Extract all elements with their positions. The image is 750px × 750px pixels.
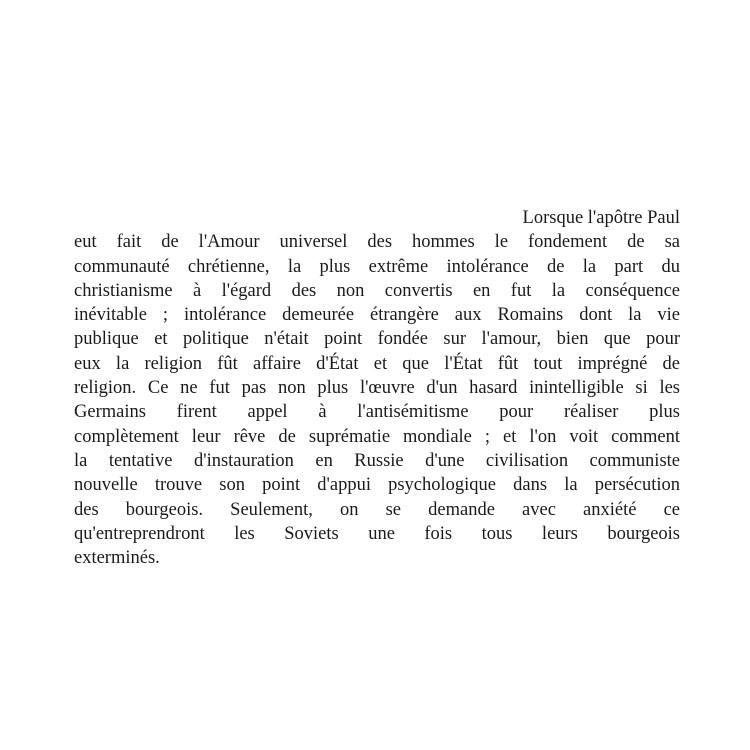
paragraph-line-13: des bourgeois. Seulement, on se demande avec anxiété ce (74, 499, 680, 520)
paragraph-line-11: la tentative d'instauration en Russie d'une civilisation communiste (74, 450, 680, 471)
paragraph-line-7: eux la religion fût affaire d'État et que l'État fût tout imprégné de (74, 353, 680, 374)
body-paragraph (74, 206, 680, 570)
paragraph-line-2: eut fait de l'Amour universel des hommes le fondement de sa (74, 232, 680, 253)
paragraph-line-8: religion. Ce ne fut pas non plus l'œuvre d'un hasard inintelligible si les (74, 378, 680, 399)
paragraph-line-12: nouvelle trouve son point d'appui psychologique dans la persécution (74, 475, 680, 496)
paragraph-line-1: Lorsque l'apôtre Paul (522, 208, 680, 228)
paragraph-line-5: inévitable ; intolérance demeurée étrangère aux Romains dont la vie (74, 305, 680, 326)
paragraph-line-3: communauté chrétienne, la plus extrême intolérance de la part du (74, 256, 680, 277)
paragraph-line-6: publique et politique n'était point fondée sur l'amour, bien que pour (74, 329, 680, 350)
paragraph-line-14: qu'entreprendront les Soviets une fois tous leurs bourgeois (74, 523, 680, 544)
paragraph-line-10: complètement leur rêve de suprématie mondiale ; et l'on voit comment (74, 426, 680, 447)
paragraph-line-9: Germains firent appel à l'antisémitisme pour réaliser plus (74, 402, 680, 423)
paragraph-line-15: exterminés. (74, 548, 160, 569)
paragraph-line-4: christianisme à l'égard des non convertis en fut la conséquence (74, 280, 680, 301)
